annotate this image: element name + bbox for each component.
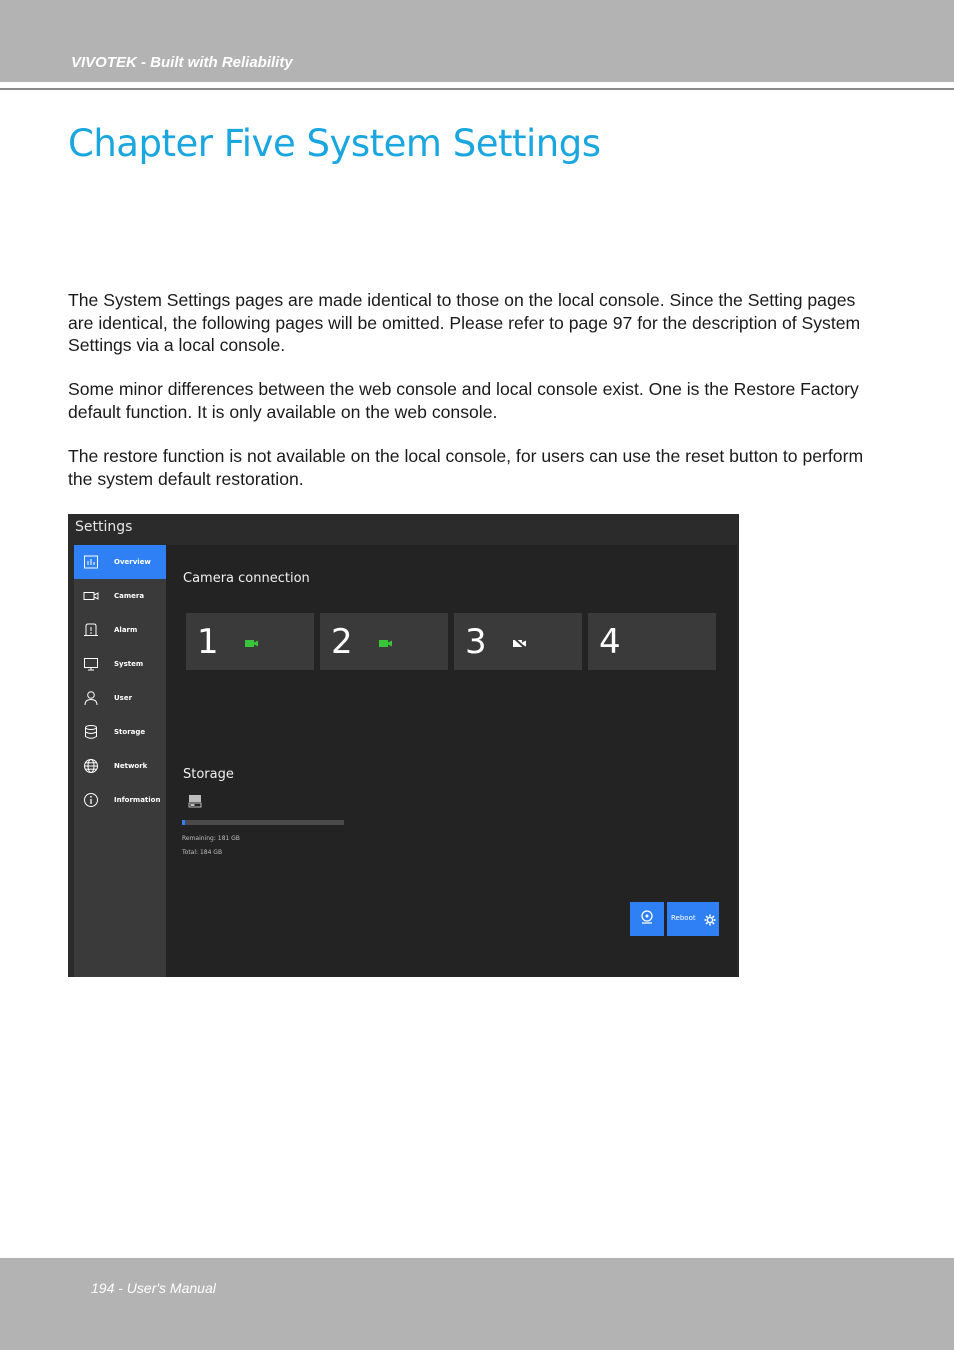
sidebar-item-label: User xyxy=(114,694,133,702)
sidebar-item-label: Storage xyxy=(114,728,146,736)
header-brand: VIVOTEK - Built with Reliability xyxy=(71,54,293,71)
chapter-title: Chapter Five System Settings xyxy=(68,122,601,165)
sidebar-item-label: Network xyxy=(114,762,148,770)
storage-remaining: Remaining: 181 GB xyxy=(182,835,240,842)
alarm-icon xyxy=(83,622,99,638)
sidebar-item-label: System xyxy=(114,660,144,668)
sidebar-item-label: Alarm xyxy=(114,626,138,634)
camera-number: 2 xyxy=(331,622,353,662)
info-icon xyxy=(83,792,99,808)
globe-icon xyxy=(83,758,99,774)
monitor-icon xyxy=(83,656,99,672)
settings-main-panel xyxy=(166,545,737,977)
storage-usage-bar xyxy=(182,820,344,825)
camera-tile[interactable] xyxy=(186,613,314,670)
camera-connection-title: Camera connection xyxy=(183,571,310,586)
sidebar-item-label: Camera xyxy=(114,592,145,600)
storage-title: Storage xyxy=(183,767,234,782)
database-icon xyxy=(83,724,99,740)
camera-connected-icon xyxy=(244,636,260,648)
reboot-button[interactable] xyxy=(667,902,719,936)
camera-number: 4 xyxy=(599,622,621,662)
sidebar-item-system[interactable] xyxy=(74,647,166,681)
header-rule xyxy=(0,88,954,90)
paragraph-2: Some minor differences between the web console and local console exist. One is the Restore Factory default function. It is only available on the web console. xyxy=(68,379,859,422)
footer-page-label: 194 - User's Manual xyxy=(91,1280,216,1296)
paragraph-3: The restore function is not available on the local console, for users can use the reset button to perform the system default restoration. xyxy=(68,446,864,489)
overview-icon xyxy=(83,554,99,570)
footer-band xyxy=(0,1258,954,1350)
sidebar-item-camera[interactable] xyxy=(74,579,166,613)
camera-icon xyxy=(83,588,99,604)
restore-icon xyxy=(638,908,656,931)
camera-tile[interactable] xyxy=(320,613,448,670)
camera-off-icon xyxy=(512,636,528,648)
camera-tile[interactable] xyxy=(588,613,716,670)
reboot-label: Reboot xyxy=(671,914,696,922)
sidebar-item-network[interactable] xyxy=(74,749,166,783)
camera-number: 3 xyxy=(465,622,487,662)
disk-icon xyxy=(188,794,202,808)
sidebar-item-label: Information xyxy=(114,796,161,804)
paragraph-1: The System Settings pages are made identical to those on the local console. Since the Setting pages are identical, the following pages will be omitted. Please refer to page 97 for the description of System Settings via a local console. xyxy=(68,290,861,355)
gear-icon xyxy=(704,913,716,925)
restore-default-button[interactable] xyxy=(630,902,664,936)
storage-total: Total: 184 GB xyxy=(182,849,223,856)
sidebar-item-storage[interactable] xyxy=(74,715,166,749)
camera-connected-icon xyxy=(378,636,394,648)
camera-tile[interactable] xyxy=(454,613,582,670)
user-icon xyxy=(83,690,99,706)
settings-sidebar xyxy=(74,545,166,977)
sidebar-item-information[interactable] xyxy=(74,783,166,817)
settings-window-title: Settings xyxy=(75,519,133,535)
sidebar-item-user[interactable] xyxy=(74,681,166,715)
sidebar-item-alarm[interactable] xyxy=(74,613,166,647)
storage-usage-fill xyxy=(182,820,185,825)
settings-screenshot xyxy=(68,514,739,977)
sidebar-item-label: Overview xyxy=(114,558,151,566)
sidebar-item-overview[interactable] xyxy=(74,545,166,579)
camera-number: 1 xyxy=(197,622,219,662)
